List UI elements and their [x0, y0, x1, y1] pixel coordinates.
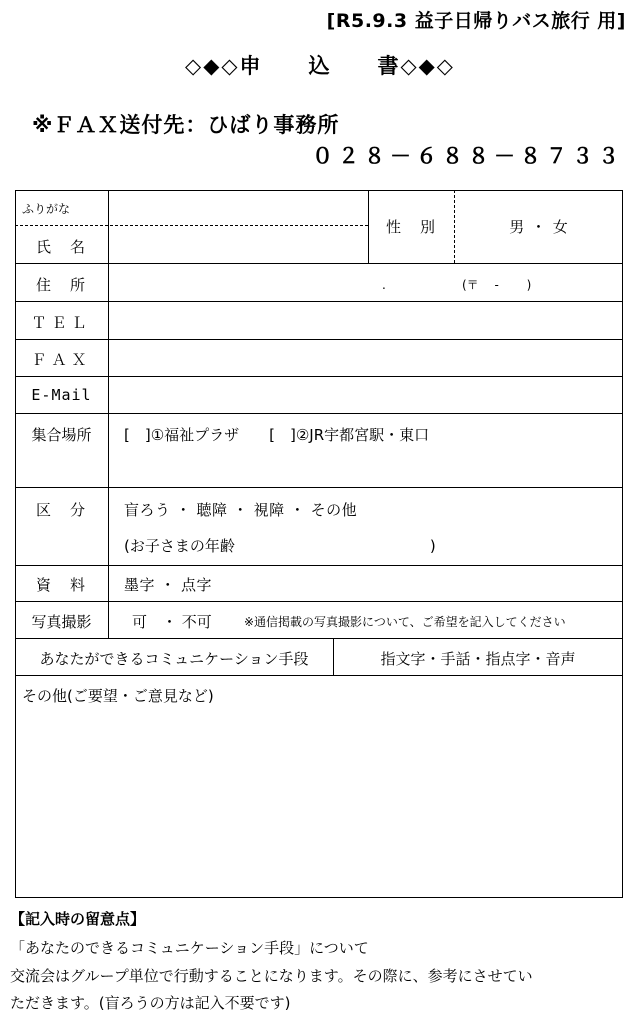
address-dot: .: [382, 278, 386, 292]
furigana-dashed-divider: [15, 225, 368, 226]
gender-options[interactable]: 男 ・ 女: [509, 218, 569, 236]
notes-line: ただきます。(盲ろうの方は記入不要です): [10, 994, 291, 1012]
materials-label: 資 料: [35, 576, 87, 594]
tel-label: ＴＥＬ: [31, 314, 92, 332]
row-divider: [15, 601, 623, 602]
photo-label: 写真撮影: [31, 613, 92, 631]
fax-number: ０２８－６８８－８７３３: [312, 144, 624, 168]
notes-line: 交流会はグループ単位で行動することになります。その際に、参考にさせてい: [10, 967, 533, 985]
row-divider: [15, 638, 623, 639]
tel-field[interactable]: [109, 302, 621, 338]
communication-label: あなたができるコミュニケーション手段: [39, 650, 309, 668]
meeting-place-label: 集合場所: [31, 426, 92, 444]
other-label: その他(ご要望・ご意見など): [22, 687, 214, 705]
row-divider: [15, 487, 623, 488]
document-tag: [R5.9.3 益子日帰りバス旅行 用]: [326, 10, 626, 32]
name-label: 氏 名: [35, 238, 87, 256]
form-border-right: [622, 190, 623, 898]
gender-label: 性 別: [385, 218, 437, 236]
fax-field[interactable]: [109, 340, 621, 375]
row-divider: [15, 565, 623, 566]
notes-line: 「あなたのできるコミュニケーション手段」について: [10, 939, 369, 957]
furigana-field[interactable]: [109, 191, 367, 225]
postal-code-mark: (〒 - ): [462, 278, 532, 292]
address-label: 住 所: [35, 276, 87, 294]
notes-heading: 【記入時の留意点】: [10, 910, 146, 928]
photo-options[interactable]: 可 ・ 不可: [132, 613, 212, 631]
form-border-bottom: [15, 897, 623, 898]
name-field[interactable]: [109, 227, 367, 262]
email-field[interactable]: [109, 377, 621, 412]
materials-options[interactable]: 墨字 ・ 点字: [124, 576, 213, 594]
category-label: 区 分: [35, 501, 87, 519]
address-field[interactable]: [109, 264, 449, 300]
row-divider: [15, 413, 623, 414]
furigana-label: ふりがな: [22, 202, 71, 216]
category-options[interactable]: 盲ろう ・ 聴障 ・ 視障 ・ その他: [124, 501, 358, 519]
other-comments-field[interactable]: [16, 706, 621, 896]
child-age-field[interactable]: (お子さまの年齢 ): [124, 537, 436, 555]
fax-destination: ※ＦＡＸ送付先：ひばり事務所: [32, 113, 340, 137]
gender-dashed-divider: [454, 190, 455, 263]
meeting-place-options[interactable]: [ ]①福祉プラザ [ ]②JR宇都宮駅・東口: [124, 426, 430, 444]
fax-label: ＦＡＸ: [31, 351, 92, 369]
page-title: ◇◆◇申 込 書◇◆◇: [185, 54, 455, 78]
row-divider: [15, 675, 623, 676]
email-label: E-Mail: [31, 386, 92, 404]
photo-note: ※通信掲載の写真撮影について、ご希望を記入してください: [244, 615, 566, 629]
communication-options[interactable]: 指文字・手話・指点字・音声: [380, 650, 576, 668]
